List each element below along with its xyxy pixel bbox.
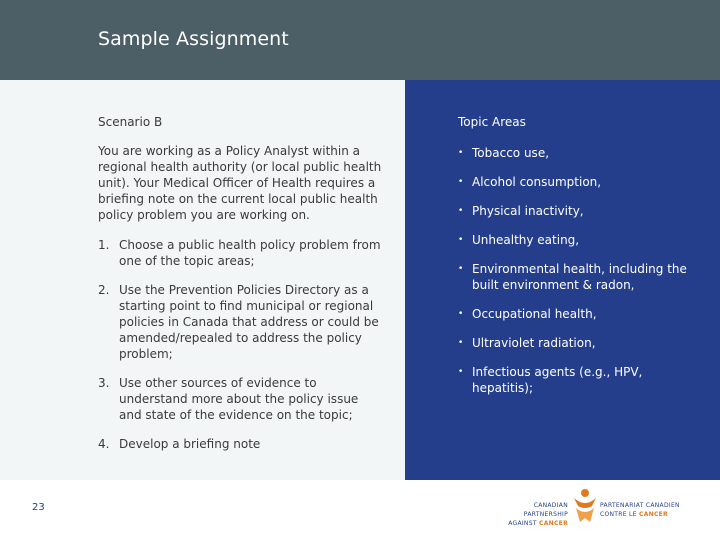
scenario-intro: You are working as a Policy Analyst within a regional health authority (or local public health unit). Your Medical Officer of Health requires a briefing note on the current local public health policy problem you are working on. (98, 144, 382, 222)
logo-en-line2 (488, 519, 568, 528)
page-number: 23 (32, 502, 45, 513)
slide-header (0, 0, 720, 80)
logo-fr-line2-prefix: CONTRE LE (600, 511, 639, 518)
step-number: 3. (98, 376, 110, 390)
bullet-icon: • (458, 235, 464, 245)
logo-fr-line1: PARTENARIAT CANADIEN (600, 502, 680, 509)
bullet-icon: • (458, 338, 464, 348)
organization-logo (488, 488, 688, 528)
step-number: 2. (98, 283, 110, 297)
logo-text-french (600, 501, 690, 519)
logo-en-line1: CANADIAN PARTNERSHIP (523, 502, 568, 518)
bullet-icon: • (458, 264, 464, 274)
logo-en-line2-highlight: CANCER (539, 520, 568, 527)
step-number: 1. (98, 238, 110, 252)
topic-areas-title: Topic Areas (458, 115, 526, 129)
bullet-icon: • (458, 206, 464, 216)
bullet-icon: • (458, 177, 464, 187)
bullet-icon: • (458, 367, 464, 377)
partnership-mark-icon (572, 488, 598, 524)
step-text: Use other sources of evidence to understand more about the policy issue and state of the evidence on the topic; (119, 376, 359, 422)
topic-text: Infectious agents (e.g., HPV, hepatitis); (472, 365, 643, 395)
topic-text: Ultraviolet radiation, (472, 336, 596, 350)
step-number: 4. (98, 437, 110, 451)
topic-text: Tobacco use, (472, 146, 550, 160)
logo-en-line2-prefix: AGAINST (508, 520, 539, 527)
topic-text: Alcohol consumption, (472, 175, 602, 189)
step-text: Choose a public health policy problem from one of the topic areas; (119, 238, 381, 268)
topic-text: Physical inactivity, (472, 204, 584, 218)
bullet-icon: • (458, 309, 464, 319)
step-text: Use the Prevention Policies Directory as a starting point to find municipal or regional policies in Canada that address or could be amended/repealed to address the policy problem; (119, 283, 379, 361)
step-text: Develop a briefing note (119, 437, 261, 451)
topic-text: Environmental health, including the built environment & radon, (472, 262, 687, 292)
topic-text: Unhealthy eating, (472, 233, 580, 247)
scenario-label: Scenario B (98, 115, 163, 129)
logo-fr-line2-highlight: CANCER (638, 511, 668, 518)
logo-text-english (488, 501, 568, 528)
bullet-icon: • (458, 148, 464, 158)
slide-title: Sample Assignment (98, 28, 289, 50)
topic-text: Occupational health, (472, 307, 597, 321)
logo-fr-line2 (600, 510, 690, 519)
